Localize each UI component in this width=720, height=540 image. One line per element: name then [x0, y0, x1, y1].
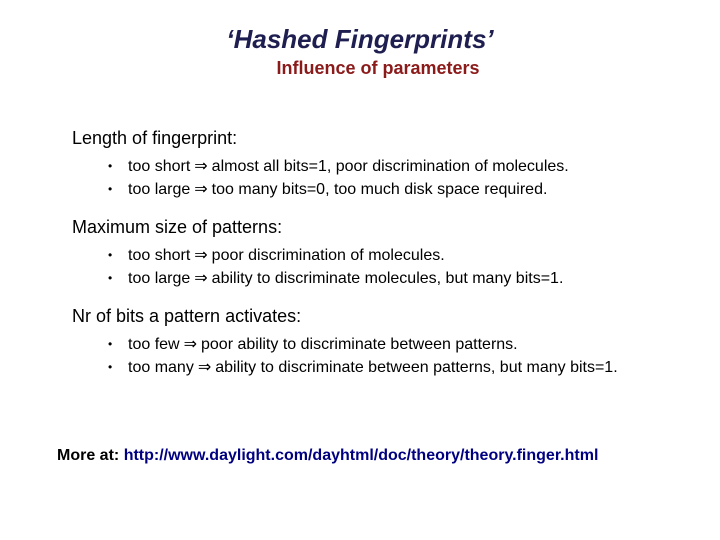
bullet-dot-icon: • [108, 360, 113, 374]
bullet-lead: too few [128, 336, 180, 353]
implies-arrow-icon: ⇒ [194, 181, 208, 198]
bullet-list [108, 155, 569, 201]
bullet-dot-icon: • [108, 248, 113, 262]
implies-arrow-icon: ⇒ [194, 247, 208, 264]
bullet-list [108, 333, 618, 379]
bullet-dot-icon: • [108, 271, 113, 285]
implies-arrow-icon: ⇒ [183, 336, 197, 353]
section-heading: Nr of bits a pattern activates: [72, 306, 302, 326]
bullet-lead: too large [128, 181, 191, 198]
bullet-lead: too short [128, 158, 191, 175]
section-heading: Maximum size of patterns: [72, 217, 283, 237]
more-label: More at: [57, 447, 120, 464]
bullet-dot-icon: • [108, 159, 113, 173]
section-heading: Length of fingerprint: [72, 128, 238, 148]
bullet-dot-icon: • [108, 337, 113, 351]
implies-arrow-icon: ⇒ [194, 158, 208, 175]
bullet-text: ability to discriminate molecules, but many bits=1. [211, 270, 564, 287]
bullet-text: poor ability to discriminate between patterns. [201, 336, 518, 353]
bullet-lead: too many [128, 359, 194, 376]
section-fingerprint-length [72, 127, 569, 201]
bullet-item [108, 178, 569, 201]
implies-arrow-icon: ⇒ [197, 359, 212, 376]
bullet-lead: too large [128, 270, 191, 287]
bullet-dot-icon: • [108, 182, 113, 196]
bullet-item [108, 356, 618, 379]
section-bits-activated [72, 305, 618, 379]
bullet-item [108, 267, 563, 290]
bullet-text: too many bits=0, too much disk space required. [211, 181, 548, 198]
implies-arrow-icon: ⇒ [194, 270, 208, 287]
slide-title: ‘Hashed Fingerprints’ [226, 24, 494, 54]
section-pattern-size [72, 216, 563, 290]
bullet-text: almost all bits=1, poor discrimination of molecules. [211, 158, 569, 175]
bullet-text: poor discrimination of molecules. [211, 247, 445, 264]
more-info-line [57, 447, 598, 465]
bullet-item [108, 155, 569, 178]
bullet-item [108, 333, 618, 356]
bullet-lead: too short [128, 247, 191, 264]
daylight-theory-link[interactable]: http://www.daylight.com/dayhtml/doc/theory/theory.finger.html [123, 447, 599, 464]
bullet-text: ability to discriminate between patterns, but many bits=1. [215, 359, 618, 376]
bullet-item [108, 244, 563, 267]
bullet-list [108, 244, 563, 290]
slide-subtitle: Influence of parameters [276, 58, 480, 78]
